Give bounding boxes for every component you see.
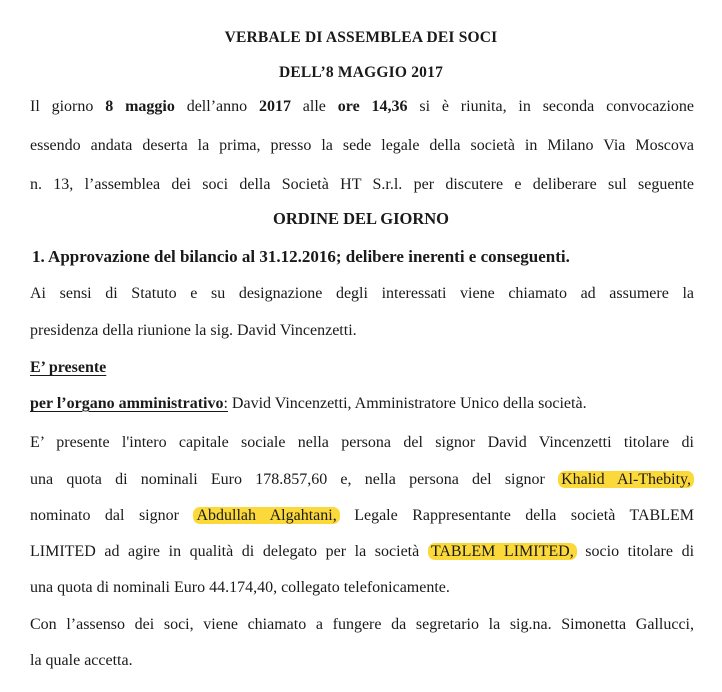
text: Il giorno <box>30 98 106 115</box>
intro-line-3: n. 13, l’assemblea dei soci della Società HT S.r.l. per discutere e deliberare sul seguente <box>30 176 694 193</box>
document-title: VERBALE DI ASSEMBLEA DEI SOCI <box>224 29 498 46</box>
text: alle <box>290 98 338 115</box>
capital-line-5: una quota di nominali Euro 44.174,40, collegato telefonicamente. <box>30 579 450 596</box>
meeting-year: 2017 <box>258 98 291 115</box>
highlight-abdullah: Abdullah Algahtani, <box>193 507 339 524</box>
present-heading: E’ presente <box>30 359 107 376</box>
text: dell’anno <box>174 98 259 115</box>
presidency-line-2: presidenza della riunione la sig. David Vincenzetti. <box>30 322 357 339</box>
intro-line-2: essendo andata deserta la prima, presso la sede legale della società in Milano Via Moscova <box>30 137 694 154</box>
admin-label: per l’organo amministrativo <box>30 395 224 412</box>
admin-text: David Vincenzetti, Amministratore Unico della società. <box>227 395 587 412</box>
admin-colon: : <box>223 395 228 412</box>
agenda-heading: ORDINE DEL GIORNO <box>272 209 450 228</box>
secretary-line-2: la quale accetta. <box>30 652 133 669</box>
presidency-line-1: Ai sensi di Statuto e su designazione degli interessati viene chiamato ad assumere la <box>30 285 694 302</box>
text: si è riunita, in seconda convocazione <box>407 98 695 115</box>
agenda-item-1: 1. Approvazione del bilancio al 31.12.2016; delibere inerenti e conseguenti. <box>32 247 570 266</box>
capital-line-2 <box>30 469 694 491</box>
text: nominato dal signor <box>30 507 194 524</box>
capital-line-4 <box>30 541 694 563</box>
text: socio titolare di <box>576 543 695 560</box>
highlight-tablem: TABLEM LIMITED, <box>428 543 577 560</box>
highlight-khalid: Khalid Al-Thebity, <box>558 471 694 488</box>
document-date-title: DELL’8 MAGGIO 2017 <box>278 64 444 81</box>
text: una quota di nominali Euro 178.857,60 e, nella persona del signor <box>30 471 559 488</box>
intro-line-1 <box>30 96 694 118</box>
text: LIMITED ad agire in qualità di delegato per la società <box>30 543 428 560</box>
meeting-day: 8 maggio <box>105 98 175 115</box>
capital-line-1: E’ presente l'intero capitale sociale nella persona del signor David Vincenzetti titolare di <box>30 434 694 451</box>
meeting-time: ore 14,36 <box>337 98 408 115</box>
secretary-line-1: Con l’assenso dei soci, viene chiamato a fungere da segretario la sig.na. Simonetta Gallucci, <box>30 616 694 633</box>
text: Legale Rappresentante della società TABLEM <box>339 507 695 524</box>
admin-line <box>30 393 694 415</box>
capital-line-3 <box>30 505 694 527</box>
